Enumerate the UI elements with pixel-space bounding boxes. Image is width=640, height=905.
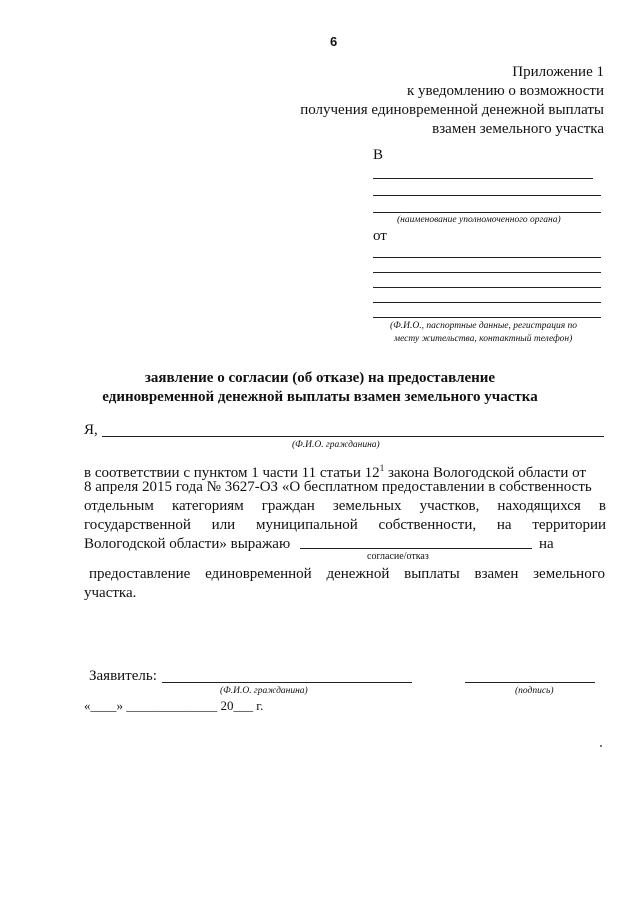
paragraph-1-line-1-a: в соответствии с пунктом 1 части 11 статьи 12 [84,465,380,481]
to-field-line-2[interactable] [373,195,601,196]
paragraph-1-line-5-b: на [539,536,554,552]
from-note-line-1: (Ф.И.О., паспортные данные, регистрация по [390,321,578,331]
appendix-line-1: Приложение 1 [512,64,604,80]
document-title-line-1: заявление о согласии (об отказе) на предоставление [144,370,496,386]
appendix-line-3: получения единовременной денежной выплаты [300,102,604,118]
from-field-line-3[interactable] [373,287,601,288]
appendix-line-4: взамен земельного участка [432,121,604,137]
date-close-quote: » [116,698,123,713]
consent-note: согласие/отказ [367,551,429,562]
paragraph-1-line-2: 8 апреля 2015 года № 3627-ОЗ «О бесплатном предоставлении в собственность [84,479,592,495]
from-note-line-2: месту жительства, контактный телефон) [394,334,573,344]
signature-name-note: (Ф.И.О. гражданина) [220,686,308,696]
from-field-line-5[interactable] [373,317,601,318]
to-field-line-3[interactable] [373,212,601,213]
paragraph-2-line-2: участка. [84,585,137,601]
paragraph-1-line-4: государственной или муниципальной собственности, на территории [84,517,606,533]
applicant-name-note: (Ф.И.О. гражданина) [292,440,380,450]
signature-sign-line[interactable] [465,682,595,683]
consent-field-line[interactable] [300,548,532,549]
to-label: В [373,147,384,163]
to-field-line-1[interactable] [373,178,593,179]
page-number: 6 [330,34,338,49]
date-open-quote: « [84,698,91,713]
signature-name-line[interactable] [162,682,412,683]
paragraph-1-line-5-a: Вологодской области» выражаю [84,536,291,552]
document-title-line-2: единовременной денежной выплаты взамен земельного участка [102,389,538,405]
signature-sign-note: (подпись) [515,686,554,696]
date-year-prefix: 20 [220,698,234,713]
paragraph-2-line-1: предоставление единовременной денежной выплаты взамен земельного [89,566,605,582]
from-field-line-2[interactable] [373,272,601,273]
footnote-superscript: 1 [379,463,385,473]
date-day-blank[interactable]: ____ [90,698,117,713]
to-note: (наименование уполномоченного органа) [397,215,561,225]
date-line [84,698,263,714]
paragraph-1-line-1-b: закона Вологодской области от [384,465,586,481]
applicant-name-line[interactable] [102,436,604,437]
date-year-blank[interactable]: ___ [233,698,253,713]
i-label: Я, [84,422,98,438]
applicant-label: Заявитель: [89,668,157,684]
appendix-line-2: к уведомлению о возможности [406,83,604,99]
from-field-line-4[interactable] [373,302,601,303]
from-field-line-1[interactable] [373,257,601,258]
date-suffix: г. [256,698,264,713]
from-label: от [373,228,387,244]
paragraph-1-line-3: отдельным категориям граждан земельных участков, находящихся в [84,498,606,514]
scan-mark [600,745,602,747]
date-month-blank[interactable]: ______________ [126,698,218,713]
